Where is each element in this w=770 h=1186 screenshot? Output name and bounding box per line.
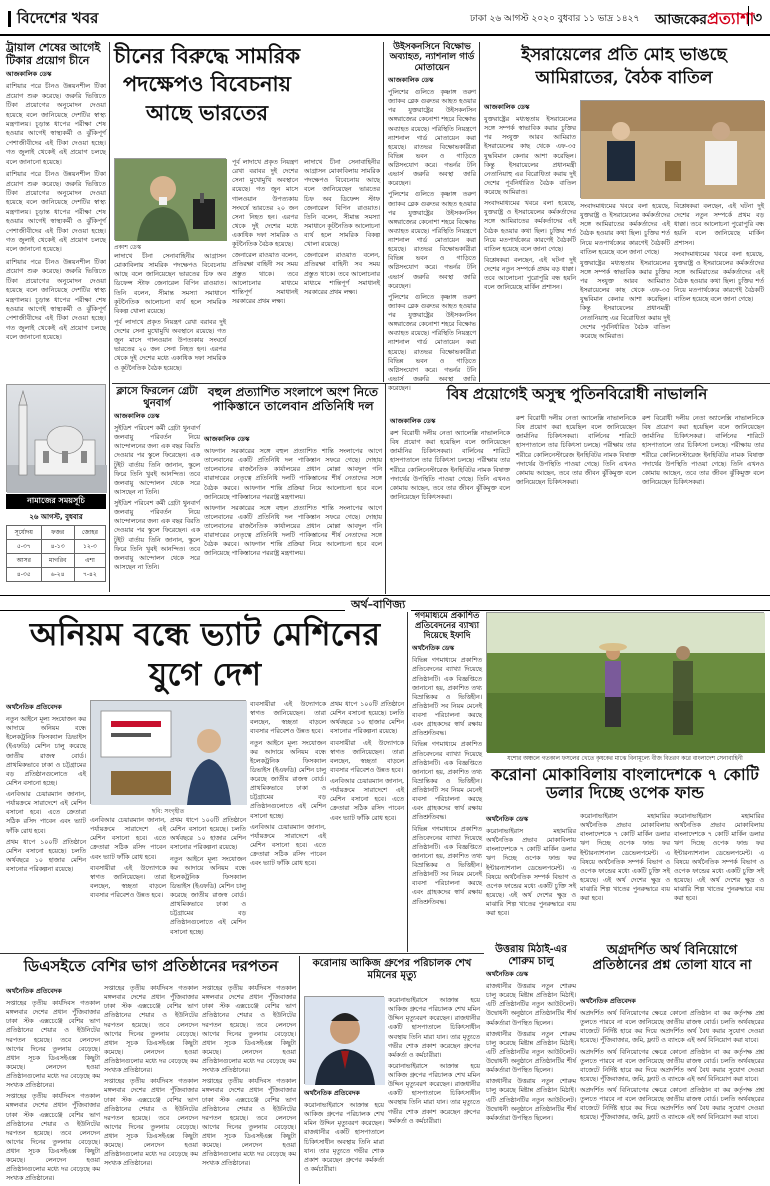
prayer-cell: ৭-৪২ (74, 568, 105, 582)
field-photo (486, 612, 764, 752)
byline: আজকালিক ডেস্ক (388, 76, 434, 85)
article-investment-body (580, 994, 764, 1182)
article-china-body-col1 (114, 252, 226, 380)
article-body: বিভিন্ন গণমাধ্যমে প্রকাশিত প্রতিবেদনের ব্যাখ্যা দিয়েছে প্রতিষ্ঠানটি। এক বিজ্ঞপ্তিতে জানানো হয়, প্রকাশিত তথ্য বিভ্রান্তিকর ও ভিত্তিহীন। প্রতিষ্ঠানটি সব নিয়ম মেনেই ব্যবসা পরিচালনা করছে এবং গ্রাহকদের স্বার্থ রক্ষায় প্রতিশ্রুতিবদ্ধ। (412, 741, 482, 822)
issue-date: ঢাকা ২৬ আগস্ট ২০২০ বুধবার ১১ ভাদ্র ১৪২৭ (470, 14, 640, 24)
article-akij-headline (304, 958, 480, 994)
article-body: আফগান সরকারের সঙ্গে বহুল প্রত্যাশিত শান্তি সংলাপের আগে তালেবানের একটি প্রতিনিধি দল পাকিস্তান সফরে গেছে। দোহায় তালেবানের রাজনৈতিক কার্যালয়ের প্রধান মোল্লা আবদুল গনি বারাদারের নেতৃত্বে প্রতিনিধি দলটি পাকিস্তানের শীর্ষ নেতাদের সঙ্গে বৈঠক করবে। আফগান শান্তি প্রক্রিয়া নিয়ে আলোচনা হবে বলে জানিয়েছে পাকিস্তানের পররাষ্ট্র মন্ত্রণালয়। (204, 504, 382, 558)
article-body: সপ্তাহের তৃতীয় কার্যদিবস গতকাল মঙ্গলবার দেশের প্রধান পুঁজিবাজার ঢাকা স্টক এক্সচেঞ্জে বেশির ভাগ প্রতিষ্ঠানের শেয়ার ও ইউনিটের দরপতন হয়েছে। তবে লেনদেন আগের দিনের তুলনায় বেড়েছে। প্রধান সূচক ডিএসইএক্স কিছুটা কমেছে। লেনদেন হওয়া প্রতিষ্ঠানগুলোর মধ্যে দর বেড়েছে কম সংখ্যক প্রতিষ্ঠানের। (202, 1078, 296, 1168)
article-body: এনবিআর চেয়ারম্যান জানান, পর্যায়ক্রমে সারাদেশে এই মেশিন বসানো হবে। এতে ক্রেতারা সঠিক রসিদ পাবেন এবং ভ্যাট ফাঁকি রোধ হবে। (90, 817, 166, 861)
headline: চীনের বিরুদ্ধে সামরিক পদক্ষেপও বিবেচনায় আছে ভারতের (114, 43, 301, 125)
prayer-cell: আসর (7, 554, 42, 568)
headline: অনিয়ম বন্ধে ভ্যাট মেশিনের যুগে দেশ (29, 615, 381, 693)
prayer-header: ফজর (41, 526, 74, 540)
article-dse-col2 (104, 984, 198, 1182)
prayer-header: জোহর (74, 526, 105, 540)
headline: উইসকনসিনে বিক্ষোভ অব্যাহত, ন্যাশনাল গার্ড মোতায়েন (389, 42, 475, 73)
article-corona-col3 (674, 812, 764, 948)
article-body: এনবিআর চেয়ারম্যান জানান, পর্যায়ক্রমে সারাদেশে এই মেশিন বসানো হবে। এতে ক্রেতারা সঠিক রসিদ পাবেন এবং ভ্যাট ফাঁকি রোধ হবে। (330, 778, 404, 822)
article-body: পূর্ব লাদাখে প্রকৃত নিয়ন্ত্রণ রেখা বরাবর দুই দেশের সেনা মুখোমুখি অবস্থানে রয়েছে। গত জুন মাসে গালওয়ান উপত্যকায় সংঘর্ষে ভারতের ২০ জন সেনা নিহত হন। এরপর থেকে দুই দেশের মধ্যে একাধিক দফা সামরিক ও কূটনৈতিক বৈঠক হয়েছে। (232, 159, 298, 249)
article-body: রাজধানীর উত্তরায় নতুন শোরুম চালু করেছে মিষ্টান্ন প্রতিষ্ঠান মিঠাই। এটি প্রতিষ্ঠানটির নতুন আউটলেট। উদ্বোধনী অনুষ্ঠানে প্রতিষ্ঠানটির শীর্ষ কর্মকর্তারা উপস্থিত ছিলেন। (486, 1030, 576, 1075)
article-body: সপ্তাহের তৃতীয় কার্যদিবস গতকাল মঙ্গলবার দেশের প্রধান পুঁজিবাজার ঢাকা স্টক এক্সচেঞ্জে বেশির ভাগ প্রতিষ্ঠানের শেয়ার ও ইউনিটের দরপতন হয়েছে। তবে লেনদেন আগের দিনের তুলনায় বেড়েছে। প্রধান সূচক ডিএসইএক্স কিছুটা কমেছে। লেনদেন হওয়া প্রতিষ্ঠানগুলোর মধ্যে দর বেড়েছে কম সংখ্যক প্রতিষ্ঠানের। (6, 1000, 100, 1090)
section-title: বিদেশের খবর (8, 7, 98, 32)
byline: অর্থনৈতিক প্রতিবেদক (6, 987, 62, 995)
prayer-cell: ৪-৩৫ (7, 568, 42, 582)
article-body: বিভিন্ন গণমাধ্যমে প্রকাশিত প্রতিবেদনের ব্যাখ্যা দিয়েছে প্রতিষ্ঠানটি। এক বিজ্ঞপ্তিতে জানানো হয়, প্রকাশিত তথ্য বিভ্রান্তিকর ও ভিত্তিহীন। প্রতিষ্ঠানটি সব নিয়ম মেনেই ব্যবসা পরিচালনা করছে এবং গ্রাহকদের স্বার্থ রক্ষায় প্রতিশ্রুতিবদ্ধ। (412, 825, 482, 906)
prayer-schedule (6, 494, 106, 590)
headline: বিষ প্রয়োগেই অসুস্থ পুতিনবিরোধী নাভালনি (446, 385, 708, 403)
article-body: বিশ্লেষকরা বলছেন, এই ঘটনা দুই দেশের নতুন সম্পর্কে প্রথম বড় ধাক্কা। তবে আলোচনা পুরোপুরি বন্ধ হয়নি বলে জানিয়েছে মার্কিন প্রশাসন। (674, 203, 764, 247)
headline: বহুল প্রত্যাশিত সংলাপে অংশ নিতে পাকিস্তানে তালেবান প্রতিনিধি দল (207, 385, 378, 413)
article-body: পূর্ব লাদাখে প্রকৃত নিয়ন্ত্রণ রেখা বরাবর দুই দেশের সেনা মুখোমুখি অবস্থানে রয়েছে। গত জুন মাসে গালওয়ান উপত্যকায় সংঘর্ষে ভারতের ২০ জন সেনা নিহত হন। এরপর থেকে দুই দেশের মধ্যে একাধিক দফা সামরিক ও কূটনৈতিক বৈঠক হয়েছে। (114, 318, 226, 372)
prayer-table (6, 525, 106, 582)
article-body: যুক্তরাষ্ট্রের মধ্যস্থতায় ইসরায়েলের সঙ্গে সম্পর্ক স্বাভাবিক করার চুক্তির পর সংযুক্ত আরব আমিরাত ইসরায়েলের কাছ থেকে এফ-৩৫ যুদ্ধবিমান কেনার আশা করেছিল। কিন্তু ইসরায়েলের প্রধানমন্ত্রী নেতানিয়াহু এর বিরোধিতা করায় দুই দেশের পূর্বনির্ধারিত বৈঠক বাতিল করেছে আমিরাত। (484, 116, 576, 196)
article-investment-headline (580, 944, 764, 992)
article-vat-headline (6, 614, 404, 696)
article-body: সপ্তাহের তৃতীয় কার্যদিবস গতকাল মঙ্গলবার দেশের প্রধান পুঁজিবাজার ঢাকা স্টক এক্সচেঞ্জে বেশির ভাগ প্রতিষ্ঠানের শেয়ার ও ইউনিটের দরপতন হয়েছে। তবে লেনদেন আগের দিনের তুলনায় বেড়েছে। প্রধান সূচক ডিএসইএক্স কিছুটা কমেছে। লেনদেন হওয়া প্রতিষ্ঠানগুলোর মধ্যে দর বেড়েছে কম সংখ্যক প্রতিষ্ঠানের। (104, 1078, 198, 1168)
byline: আজকালিক ডেস্ক (484, 103, 530, 111)
article-wisconsin (388, 42, 476, 393)
article-body: যুক্তরাষ্ট্রের মধ্যস্থতায় ইসরায়েলের সঙ্গে সম্পর্ক স্বাভাবিক করার চুক্তির পর সংযুক্ত আরব আমিরাত ইসরায়েলের কাছ থেকে এফ-৩৫ যুদ্ধবিমান কেনার আশা করেছিল। কিন্তু ইসরায়েলের প্রধানমন্ত্রী নেতানিয়াহু এর বিরোধিতা করায় দুই দেশের পূর্বনির্ধারিত বৈঠক বাতিল করেছে আমিরাত। (580, 259, 670, 340)
article-body: জেনারেল রাওয়াত বলেন, প্রতিরক্ষা বাহিনী সব সময় প্রস্তুত থাকে। তবে আলোচনার মাধ্যমে শান্তিপূর্ণ সমাধানই সরকারের প্রথম লক্ষ্য। (232, 252, 298, 305)
byline: আজকালিক ডেস্ক (390, 417, 436, 425)
article-body: করোনাভাইরাস মহামারির অর্থনৈতিক প্রভাব মোকাবিলায় বাংলাদেশকে ৭ কোটি মার্কিন ডলার ঋণ দিচ্ছে ওপেক ফান্ড ফর ইন্টারন্যাশনাল ডেভেলপমেন্ট। এ বিষয়ে অর্থনৈতিক সম্পর্ক বিভাগ ও ওপেক ফান্ডের মধ্যে একটি চুক্তি সই হয়েছে। এই অর্থ দেশের ক্ষুদ্র ও মাঝারি শিল্প খাতের পুনরুদ্ধারে ব্যয় করা হবে। (674, 813, 764, 903)
article-body: রুশ বিরোধী দলীয় নেতা অ্যালেক্সি নাভালনিকে বিষ প্রয়োগ করা হয়েছিল বলে জানিয়েছেন জার্মানির চিকিৎসকরা। বার্লিনের শারিটে হাসপাতালে তার চিকিৎসা চলছে। পরীক্ষায় তার শরীরে কোলিনেস্টারেজ ইনহিবিটর নামক বিষাক্ত পদার্থের উপস্থিতি পাওয়া গেছে। তিনি এখনও কোমায় আছেন, তবে তার জীবন ঝুঁকিমুক্ত বলে জানিয়েছেন চিকিৎসকরা। (642, 415, 764, 486)
photo-caption: ছবি: সংগৃহীত (151, 808, 185, 815)
article-akij-col2 (388, 996, 480, 1182)
article-body: রাশিয়ার পরে চীনও উন্নয়নশীল টিকা প্রয়োগ শুরু করেছে। জরুরি ভিত্তিতে টিকা প্রয়োগের অনুমোদন দেওয়া হয়েছে বলে জানিয়েছে দেশটির স্বাস্থ্য মন্ত্রণালয়। চূড়ান্ত ধাপের পরীক্ষা শেষ হওয়ার আগেই স্বাস্থ্যকর্মী ও ঝুঁকিপূর্ণ পেশাজীবীদের এই টিকা দেওয়া হচ্ছে। গত জুলাই থেকেই এই প্রয়োগ চলছে বলে জানানো হয়েছে। (6, 82, 106, 166)
article-gangamati (412, 612, 482, 952)
article-body: এনবিআর চেয়ারম্যান জানান, পর্যায়ক্রমে সারাদেশে এই মেশিন বসানো হবে। এতে ক্রেতারা সঠিক রসিদ পাবেন এবং ভ্যাট ফাঁকি রোধ হবে। (250, 823, 326, 868)
article-body: নতুন আইনে মূল্য সংযোজন কর আদায়ে অনিয়ম বন্ধে ইলেকট্রনিক ফিসক্যাল ডিভাইস (ইএফডি) মেশিন চালু করেছে জাতীয় রাজস্ব বোর্ড। প্রাথমিকভাবে ঢাকা ও চট্টগ্রামের বড় প্রতিষ্ঠানগুলোতে এই মেশিন বসানো হচ্ছে। (6, 716, 86, 787)
photo-caption: যশোর অঞ্চলে গতকাল ফসলের খেতে কৃষকের মাঝে বিনামূল্যে বীজ বিতরণ করে বাংলাদেশ সেনাবাহিনী (507, 756, 743, 762)
prayer-title: নামাজের সময়সূচি (6, 494, 106, 509)
article-israel-col1 (484, 100, 576, 380)
article-body: সুইডিশ পরিবেশ কর্মী গ্রেটা থুনবার্গ জলবায়ু পরিবর্তন নিয়ে আন্দোলনের জন্য এক বছর বিরতি দেওয়ার পর স্কুলে ফিরেছেন। এক টুইট বার্তায় তিনি জানান, স্কুলে ফিরে তিনি খুবই আনন্দিত। তবে জলবায়ু আন্দোলন থেকে সরে আসছেন না তিনি। (114, 500, 200, 571)
prayer-cell: এশা (74, 554, 105, 568)
headline: উত্তরায় মিঠাই-এর শোরুম চালু (495, 944, 567, 967)
article-body: লাদাখে চীনা সেনাবাহিনীর আগ্রাসন মোকাবিলায় সামরিক পদক্ষেপও বিবেচনায় আছে বলে জানিয়েছেন ভারতের চিফ অব ডিফেন্স স্টাফ জেনারেল বিপিন রাওয়াত। তিনি বলেন, সীমান্ত সমস্যা সমাধানে কূটনৈতিক আলোচনা ব্যর্থ হলে সামরিক বিকল্প খোলা রয়েছে। (114, 253, 226, 315)
prayer-cell: ৫-৩৭ (7, 540, 42, 554)
prayer-cell: ৪-১৩ (41, 540, 74, 554)
article-vat-col2 (90, 816, 166, 948)
headline: অগ্রদর্শিত অর্থ বিনিয়োগে প্রতিষ্ঠানের প্রশ্ন তোলা যাবে না (592, 943, 752, 973)
article-body: লাদাখে চীনা সেনাবাহিনীর আগ্রাসন মোকাবিলায় সামরিক পদক্ষেপও বিবেচনায় আছে বলে জানিয়েছেন ভারতের চিফ অব ডিফেন্স স্টাফ জেনারেল বিপিন রাওয়াত। তিনি বলেন, সীমান্ত সমস্যা সমাধানে কূটনৈতিক আলোচনা ব্যর্থ হলে সামরিক বিকল্প খোলা রয়েছে। (304, 159, 380, 249)
headline: ডিএসইতে বেশির ভাগ প্রতিষ্ঠানের দরপতন (23, 957, 279, 975)
byline: আজকালিক ডেস্ক (6, 70, 52, 79)
general-photo (114, 158, 226, 240)
article-israel-headline (484, 44, 764, 96)
article-vat-col3 (170, 816, 246, 948)
article-body: পুলিশের গুলিতে কৃষ্ণাঙ্গ তরুণ জ্যাকব ব্লেক গুরুতর আহত হওয়ার পর যুক্তরাষ্ট্রের উইসকনসিন অঙ্গরাজ্যের কেনোশা শহরে বিক্ষোভ অব্যাহত রয়েছে। পরিস্থিতি নিয়ন্ত্রণে ন্যাশনাল গার্ড মোতায়েন করা হয়েছে। রাতভর বিক্ষোভকারীরা বিভিন্ন ভবন ও গাড়িতে অগ্নিসংযোগ করে। গভর্নর টনি এভার্স জরুরি অবস্থা জারি করেছেন। (388, 191, 476, 290)
article-israel-col3 (674, 202, 764, 380)
article-body: করোনাভাইরাসে আক্রান্ত হয়ে আকিজ গ্রুপের পরিচালক শেখ মমিন উদ্দিন মৃত্যুবরণ করেছেন। রাজধানীর একটি হাসপাতালে চিকিৎসাধীন অবস্থায় তিনি মারা যান। তার মৃত্যুতে গভীর শোক প্রকাশ করেছেন গ্রুপের কর্মকর্তা ও কর্মচারীরা। (388, 1062, 480, 1125)
article-china-body-col2 (232, 158, 298, 380)
article-body: সংবাদমাধ্যমের খবরে বলা হয়েছে, যুক্তরাষ্ট্র ও ইসরায়েলের কর্মকর্তাদের সঙ্গে আমিরাতের কর্মকর্তাদের এই বৈঠক হওয়ার কথা ছিল। চুক্তির শর্ত নিয়ে মতপার্থক্যের কারণেই বৈঠকটি বাতিল হয়েছে বলে জানা গেছে। (580, 203, 670, 256)
mosque-image (6, 384, 106, 492)
page-header (0, 0, 770, 36)
byline: আজকালিক ডেস্ক (204, 435, 250, 443)
article-israel-col2 (580, 202, 670, 380)
vat-machine-photo (90, 700, 246, 804)
article-corona-col2 (580, 812, 670, 948)
article-body: আফগান সরকারের সঙ্গে বহুল প্রত্যাশিত শান্তি সংলাপের আগে তালেবানের একটি প্রতিনিধি দল পাকিস্তান সফরে গেছে। দোহায় তালেবানের রাজনৈতিক কার্যালয়ের প্রধান মোল্লা আবদুল গনি বারাদারের নেতৃত্বে প্রতিনিধি দলটি পাকিস্তানের শীর্ষ নেতাদের সঙ্গে বৈঠক করবে। আফগান শান্তি প্রক্রিয়া নিয়ে আলোচনা হবে বলে জানিয়েছে পাকিস্তানের পররাষ্ট্র মন্ত্রণালয়। (204, 448, 382, 501)
article-vat-col1 (6, 700, 86, 948)
newspaper-logo: আজকেরপ্রত্যাশা (655, 9, 755, 28)
article-body: বিভিন্ন গণমাধ্যমে প্রকাশিত প্রতিবেদনের ব্যাখ্যা দিয়েছে প্রতিষ্ঠানটি। এক বিজ্ঞপ্তিতে জানানো হয়, প্রকাশিত তথ্য বিভ্রান্তিকর ও ভিত্তিহীন। প্রতিষ্ঠানটি সব নিয়ম মেনেই ব্যবসা পরিচালনা করছে এবং গ্রাহকদের স্বার্থ রক্ষায় প্রতিশ্রুতিবদ্ধ। (412, 657, 482, 738)
section-divider (0, 595, 770, 611)
article-body: রাশিয়ার পরে চীনও উন্নয়নশীল টিকা প্রয়োগ শুরু করেছে। জরুরি ভিত্তিতে টিকা প্রয়োগের অনুমোদন দেওয়া হয়েছে বলে জানিয়েছে দেশটির স্বাস্থ্য মন্ত্রণালয়। চূড়ান্ত ধাপের পরীক্ষা শেষ হওয়ার আগেই স্বাস্থ্যকর্মী ও ঝুঁকিপূর্ণ পেশাজীবীদের এই টিকা দেওয়া হচ্ছে। গত জুলাই থেকেই এই প্রয়োগ চলছে বলে জানানো হয়েছে। (6, 170, 106, 254)
article-body: এনবিআর চেয়ারম্যান জানান, পর্যায়ক্রমে সারাদেশে এই মেশিন বসানো হবে। এতে ক্রেতারা সঠিক রসিদ পাবেন এবং ভ্যাট ফাঁকি রোধ হবে। (6, 791, 86, 835)
article-navalny-col3 (642, 414, 764, 592)
article-body: করোনাভাইরাস মহামারির অর্থনৈতিক প্রভাব মোকাবিলায় বাংলাদেশকে ৭ কোটি মার্কিন ডলার ঋণ দিচ্ছে ওপেক ফান্ড ফর ইন্টারন্যাশনাল ডেভেলপমেন্ট। এ বিষয়ে অর্থনৈতিক সম্পর্ক বিভাগ ও ওপেক ফান্ডের মধ্যে একটি চুক্তি সই হয়েছে। এই অর্থ দেশের ক্ষুদ্র ও মাঝারি শিল্প খাতের পুনরুদ্ধারে ব্যয় করা হবে। (486, 828, 576, 918)
byline: আজকালিক ডেস্ক (114, 412, 160, 420)
article-body: রাশিয়ার পরে চীনও উন্নয়নশীল টিকা প্রয়োগ শুরু করেছে। জরুরি ভিত্তিতে টিকা প্রয়োগের অনুমোদন দেওয়া হয়েছে বলে জানিয়েছে দেশটির স্বাস্থ্য মন্ত্রণালয়। চূড়ান্ত ধাপের পরীক্ষা শেষ হওয়ার আগেই স্বাস্থ্যকর্মী ও ঝুঁকিপূর্ণ পেশাজীবীদের এই টিকা দেওয়া হচ্ছে। গত জুলাই থেকেই এই প্রয়োগ চলছে বলে জানানো হয়েছে। (6, 257, 106, 342)
article-pakistan-body (204, 432, 382, 592)
article-body: প্রথম ধাপে ১০০টি প্রতিষ্ঠানে মেশিন বসানো হয়েছে। চলতি অর্থবছরে ১০ হাজার মেশিন বসানোর পরিকল্পনা রয়েছে। (6, 838, 86, 873)
article-body: বিশ্লেষকরা বলছেন, এই ঘটনা দুই দেশের নতুন সম্পর্কে প্রথম বড় ধাক্কা। তবে আলোচনা পুরোপুরি বন্ধ হয়নি বলে জানিয়েছে মার্কিন প্রশাসন। (484, 256, 576, 292)
article-body: ব্যবসায়ীরা এই উদ্যোগকে স্বাগত জানিয়েছেন। তারা বলছেন, স্বচ্ছতা বাড়লে ব্যবসার পরিবেশও উন্নত হবে। (330, 739, 404, 774)
article-greta (114, 386, 200, 591)
meeting-photo (580, 100, 764, 198)
headline: ক্লাসে ফিরলেন গ্রেটা থুনবার্গ (116, 386, 198, 409)
article-body: রুশ বিরোধী দলীয় নেতা অ্যালেক্সি নাভালনিকে বিষ প্রয়োগ করা হয়েছিল বলে জানিয়েছেন জার্মানির চিকিৎসকরা। বার্লিনের শারিটে হাসপাতালে তার চিকিৎসা চলছে। পরীক্ষায় তার শরীরে কোলিনেস্টারেজ ইনহিবিটর নামক বিষাক্ত পদার্থের উপস্থিতি পাওয়া গেছে। তিনি এখনও কোমায় আছেন, তবে তার জীবন ঝুঁকিমুক্ত বলে জানিয়েছেন চিকিৎসকরা। (390, 430, 510, 501)
article-body: অপ্রদর্শিত অর্থ বিনিয়োগের ক্ষেত্রে কোনো প্রতিষ্ঠান বা কর কর্তৃপক্ষ প্রশ্ন তুলতে পারবে না বলে জানিয়েছে জাতীয় রাজস্ব বোর্ড। চলতি অর্থবছরের বাজেটে নির্দিষ্ট হারে কর দিয়ে অপ্রদর্শিত অর্থ বৈধ করার সুযোগ দেওয়া হয়েছে। পুঁজিবাজার, জমি, ফ্ল্যাট ও ব্যাংকে এই অর্থ বিনিয়োগ করা যাবে। (580, 1087, 764, 1122)
article-navalny-col2 (516, 414, 636, 592)
article-body: ব্যবসায়ীরা এই উদ্যোগকে স্বাগত জানিয়েছেন। তারা বলছেন, স্বচ্ছতা বাড়লে ব্যবসার পরিবেশও উন্নত হবে। (250, 701, 326, 736)
article-china-body-col3 (304, 158, 380, 380)
photo-caption: প্রকাশ ডেস্ক (114, 244, 142, 251)
article-body: পুলিশের গুলিতে কৃষ্ণাঙ্গ তরুণ জ্যাকব ব্লেক গুরুতর আহত হওয়ার পর যুক্তরাষ্ট্রের উইসকনসিন অঙ্গরাজ্যের কেনোশা শহরে বিক্ষোভ অব্যাহত রয়েছে। পরিস্থিতি নিয়ন্ত্রণে ন্যাশনাল গার্ড মোতায়েন করা হয়েছে। রাতভর বিক্ষোভকারীরা বিভিন্ন ভবন ও গাড়িতে অগ্নিসংযোগ করে। গভর্নর টনি এভার্স জরুরি অবস্থা জারি করেছেন। (388, 293, 476, 393)
headline: গণমাধ্যমে প্রকাশিত প্রতিবেদনের ব্যাখ্যা দিয়েছে ইফাদি (414, 611, 480, 641)
article-body: সপ্তাহের তৃতীয় কার্যদিবস গতকাল মঙ্গলবার দেশের প্রধান পুঁজিবাজার ঢাকা স্টক এক্সচেঞ্জে বেশির ভাগ প্রতিষ্ঠানের শেয়ার ও ইউনিটের দরপতন হয়েছে। তবে লেনদেন আগের দিনের তুলনায় বেড়েছে। প্রধান সূচক ডিএসইএক্স কিছুটা কমেছে। লেনদেন হওয়া প্রতিষ্ঠানগুলোর মধ্যে দর বেড়েছে কম সংখ্যক প্রতিষ্ঠানের। (6, 1093, 100, 1183)
article-body: ব্যবসায়ীরা এই উদ্যোগকে স্বাগত জানিয়েছেন। তারা বলছেন, স্বচ্ছতা বাড়লে ব্যবসার পরিবেশও উন্নত হবে। (90, 864, 166, 899)
headline: করোনা মোকাবিলায় বাংলাদেশকে ৭ কোটি ডলার দিচ্ছে ওপেক ফান্ড (491, 765, 759, 803)
article-akij-col1 (304, 1086, 384, 1182)
article-body: সংবাদমাধ্যমের খবরে বলা হয়েছে, যুক্তরাষ্ট্র ও ইসরায়েলের কর্মকর্তাদের সঙ্গে আমিরাতের কর্মকর্তাদের এই বৈঠক হওয়ার কথা ছিল। চুক্তির শর্ত নিয়ে মতপার্থক্যের কারণেই বৈঠকটি বাতিল হয়েছে বলে জানা গেছে। (674, 250, 764, 304)
article-body: অপ্রদর্শিত অর্থ বিনিয়োগের ক্ষেত্রে কোনো প্রতিষ্ঠান বা কর কর্তৃপক্ষ প্রশ্ন তুলতে পারবে না বলে জানিয়েছে জাতীয় রাজস্ব বোর্ড। চলতি অর্থবছরের বাজেটে নির্দিষ্ট হারে কর দিয়ে অপ্রদর্শিত অর্থ বৈধ করার সুযোগ দেওয়া হয়েছে। পুঁজিবাজার, জমি, ফ্ল্যাট ও ব্যাংকে এই অর্থ বিনিয়োগ করা যাবে। (580, 1048, 764, 1083)
headline: ইসরায়েলের প্রতি মোহ ভাঙছে আমিরাতের, বৈঠক বাতিল (521, 45, 727, 88)
article-trial (6, 42, 106, 380)
article-body: রুশ বিরোধী দলীয় নেতা অ্যালেক্সি নাভালনিকে বিষ প্রয়োগ করা হয়েছিল বলে জানিয়েছেন জার্মানির চিকিৎসকরা। বার্লিনের শারিটে হাসপাতালে তার চিকিৎসা চলছে। পরীক্ষায় তার শরীরে কোলিনেস্টারেজ ইনহিবিটর নামক বিষাক্ত পদার্থের উপস্থিতি পাওয়া গেছে। তিনি এখনও কোমায় আছেন, তবে তার জীবন ঝুঁকিমুক্ত বলে জানিয়েছেন চিকিৎসকরা। (516, 415, 636, 486)
article-body: জেনারেল রাওয়াত বলেন, প্রতিরক্ষা বাহিনী সব সময় প্রস্তুত থাকে। তবে আলোচনার মাধ্যমে শান্তিপূর্ণ সমাধানই সরকারের প্রথম লক্ষ্য। (304, 252, 380, 296)
article-body: করোনাভাইরাসে আক্রান্ত হয়ে আকিজ গ্রুপের পরিচালক শেখ মমিন উদ্দিন মৃত্যুবরণ করেছেন। রাজধানীর একটি হাসপাতালে চিকিৎসাধীন অবস্থায় তিনি মারা যান। তার মৃত্যুতে গভীর শোক প্রকাশ করেছেন গ্রুপের কর্মকর্তা ও কর্মচারীরা। (304, 1102, 384, 1173)
article-uttara (486, 944, 576, 1182)
prayer-date: ২৬ আগস্ট, বুধবার (29, 513, 83, 521)
article-vat-col4 (250, 700, 326, 948)
article-body: রাজধানীর উত্তরায় নতুন শোরুম চালু করেছে মিষ্টান্ন প্রতিষ্ঠান মিঠাই। এটি প্রতিষ্ঠানটির নতুন আউটলেট। উদ্বোধনী অনুষ্ঠানে প্রতিষ্ঠানটির শীর্ষ কর্মকর্তারা উপস্থিত ছিলেন। (486, 1078, 576, 1122)
article-body: প্রথম ধাপে ১০০টি প্রতিষ্ঠানে মেশিন বসানো হয়েছে। চলতি অর্থবছরে ১০ হাজার মেশিন বসানোর পরিকল্পনা রয়েছে। (330, 701, 404, 736)
article-pakistan-headline (204, 386, 382, 430)
prayer-cell: মাগরিব (41, 554, 74, 568)
byline: অর্থনৈতিক ডেস্ক (486, 970, 529, 978)
byline: অর্থনৈতিক ডেস্ক (486, 815, 529, 823)
headline: ট্রায়াল শেষের আগেই টিকার প্রয়োগ চীনে (6, 41, 101, 67)
prayer-cell: ৬-২৪ (41, 568, 74, 582)
article-navalny-col1 (390, 414, 510, 592)
section-divider-title: অর্থ–বাণিজ্য (345, 596, 411, 615)
article-body: রাজধানীর উত্তরায় নতুন শোরুম চালু করেছে মিষ্টান্ন প্রতিষ্ঠান মিঠাই। এটি প্রতিষ্ঠানটির নতুন আউটলেট। উদ্বোধনী অনুষ্ঠানে প্রতিষ্ঠানটির শীর্ষ কর্মকর্তারা উপস্থিত ছিলেন। (486, 983, 576, 1027)
article-body: সপ্তাহের তৃতীয় কার্যদিবস গতকাল মঙ্গলবার দেশের প্রধান পুঁজিবাজার ঢাকা স্টক এক্সচেঞ্জে বেশির ভাগ প্রতিষ্ঠানের শেয়ার ও ইউনিটের দরপতন হয়েছে। তবে লেনদেন আগের দিনের তুলনায় বেড়েছে। প্রধান সূচক ডিএসইএক্স কিছুটা কমেছে। লেনদেন হওয়া প্রতিষ্ঠানগুলোর মধ্যে দর বেড়েছে কম সংখ্যক প্রতিষ্ঠানের। (202, 985, 296, 1075)
article-china-headline (114, 42, 300, 154)
article-navalny-headline (390, 386, 764, 412)
article-corona-col1 (486, 812, 576, 948)
article-body: পুলিশের গুলিতে কৃষ্ণাঙ্গ তরুণ জ্যাকব ব্লেক গুরুতর আহত হওয়ার পর যুক্তরাষ্ট্রের উইসকনসিন অঙ্গরাজ্যের কেনোশা শহরে বিক্ষোভ অব্যাহত রয়েছে। পরিস্থিতি নিয়ন্ত্রণে ন্যাশনাল গার্ড মোতায়েন করা হয়েছে। রাতভর বিক্ষোভকারীরা বিভিন্ন ভবন ও গাড়িতে অগ্নিসংযোগ করে। গভর্নর টনি এভার্স জরুরি অবস্থা জারি করেছেন। (388, 89, 476, 188)
article-body: করোনাভাইরাস মহামারির অর্থনৈতিক প্রভাব মোকাবিলায় বাংলাদেশকে ৭ কোটি মার্কিন ডলার ঋণ দিচ্ছে ওপেক ফান্ড ফর ইন্টারন্যাশনাল ডেভেলপমেন্ট। এ বিষয়ে অর্থনৈতিক সম্পর্ক বিভাগ ও ওপেক ফান্ডের মধ্যে একটি চুক্তি সই হয়েছে। এই অর্থ দেশের ক্ষুদ্র ও মাঝারি শিল্প খাতের পুনরুদ্ধারে ব্যয় করা হবে। (580, 813, 670, 903)
article-body: সংবাদমাধ্যমের খবরে বলা হয়েছে, যুক্তরাষ্ট্র ও ইসরায়েলের কর্মকর্তাদের সঙ্গে আমিরাতের কর্মকর্তাদের এই বৈঠক হওয়ার কথা ছিল। চুক্তির শর্ত নিয়ে মতপার্থক্যের কারণেই বৈঠকটি বাতিল হয়েছে বলে জানা গেছে। (484, 200, 576, 253)
headline: করোনায় আকিজ গ্রুপের পরিচালক শেখ মমিনের মৃত্যু (312, 958, 472, 981)
article-corona-headline (486, 766, 764, 810)
article-body: সপ্তাহের তৃতীয় কার্যদিবস গতকাল মঙ্গলবার দেশের প্রধান পুঁজিবাজার ঢাকা স্টক এক্সচেঞ্জে বেশির ভাগ প্রতিষ্ঠানের শেয়ার ও ইউনিটের দরপতন হয়েছে। তবে লেনদেন আগের দিনের তুলনায় বেড়েছে। প্রধান সূচক ডিএসইএক্স কিছুটা কমেছে। লেনদেন হওয়া প্রতিষ্ঠানগুলোর মধ্যে দর বেড়েছে কম সংখ্যক প্রতিষ্ঠানের। (104, 985, 198, 1075)
article-dse-headline (6, 958, 296, 982)
article-body: সুইডিশ পরিবেশ কর্মী গ্রেটা থুনবার্গ জলবায়ু পরিবর্তন নিয়ে আন্দোলনের জন্য এক বছর বিরতি দেওয়ার পর স্কুলে ফিরেছেন। এক টুইট বার্তায় তিনি জানান, স্কুলে ফিরে তিনি খুবই আনন্দিত। তবে জলবায়ু আন্দোলন থেকে সরে আসছেন না তিনি। (114, 425, 200, 496)
article-body: নতুন আইনে মূল্য সংযোজন কর আদায়ে অনিয়ম বন্ধে ইলেকট্রনিক ফিসক্যাল ডিভাইস (ইএফডি) মেশিন চালু করেছে জাতীয় রাজস্ব বোর্ড। প্রাথমিকভাবে ঢাকা ও চট্টগ্রামের বড় প্রতিষ্ঠানগুলোতে এই মেশিন বসানো হচ্ছে। (250, 739, 326, 820)
page-number: ৩ (748, 6, 766, 26)
portrait-photo (304, 996, 384, 1084)
byline: অর্থনৈতিক ডেস্ক (412, 644, 455, 653)
article-body: প্রথম ধাপে ১০০টি প্রতিষ্ঠানে মেশিন বসানো হয়েছে। চলতি অর্থবছরে ১০ হাজার মেশিন বসানোর পরিকল্পনা রয়েছে। (170, 817, 246, 852)
article-body: অপ্রদর্শিত অর্থ বিনিয়োগের ক্ষেত্রে কোনো প্রতিষ্ঠান বা কর কর্তৃপক্ষ প্রশ্ন তুলতে পারবে না বলে জানিয়েছে জাতীয় রাজস্ব বোর্ড। চলতি অর্থবছরের বাজেটে নির্দিষ্ট হারে কর দিয়ে অপ্রদর্শিত অর্থ বৈধ করার সুযোগ দেওয়া হয়েছে। পুঁজিবাজার, জমি, ফ্ল্যাট ও ব্যাংকে এই অর্থ বিনিয়োগ করা যাবে। (580, 1010, 764, 1045)
byline: অর্থনৈতিক প্রতিবেদক (580, 997, 636, 1005)
byline: অর্থনৈতিক প্রতিবেদক (304, 1089, 360, 1097)
article-body: করোনাভাইরাসে আক্রান্ত হয়ে আকিজ গ্রুপের পরিচালক শেখ মমিন উদ্দিন মৃত্যুবরণ করেছেন। রাজধানীর একটি হাসপাতালে চিকিৎসাধীন অবস্থায় তিনি মারা যান। তার মৃত্যুতে গভীর শোক প্রকাশ করেছেন গ্রুপের কর্মকর্তা ও কর্মচারীরা। (388, 997, 480, 1059)
prayer-cell: ১২-৩ (74, 540, 105, 554)
prayer-header: সূর্যোদয় (7, 526, 42, 540)
article-dse-col1 (6, 984, 100, 1182)
article-vat-col5 (330, 700, 404, 948)
article-dse-col3 (202, 984, 296, 1182)
article-body: নতুন আইনে মূল্য সংযোজন কর আদায়ে অনিয়ম বন্ধে ইলেকট্রনিক ফিসক্যাল ডিভাইস (ইএফডি) মেশিন চালু করেছে জাতীয় রাজস্ব বোর্ড। প্রাথমিকভাবে ঢাকা ও চট্টগ্রামের বড় প্রতিষ্ঠানগুলোতে এই মেশিন বসানো হচ্ছে। (170, 855, 246, 936)
byline: অর্থনৈতিক প্রতিবেদক (6, 703, 62, 711)
